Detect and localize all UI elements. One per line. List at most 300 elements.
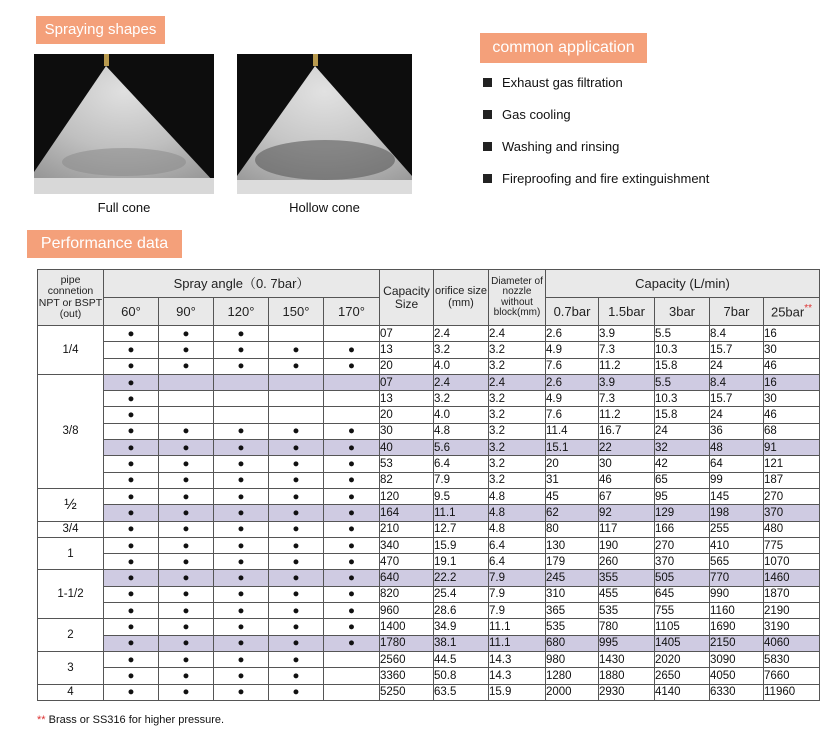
capacity-cell: 990 bbox=[710, 586, 764, 602]
capacity-cell: 36 bbox=[710, 423, 764, 439]
capacity-cell: 645 bbox=[655, 586, 710, 602]
orifice-cell: 63.5 bbox=[434, 684, 489, 700]
diameter-cell: 2.4 bbox=[489, 374, 546, 390]
capacity-cell: 680 bbox=[546, 635, 599, 651]
capacity-cell: 7660 bbox=[764, 668, 820, 684]
capacity-size-cell: 13 bbox=[380, 342, 434, 358]
pressure-note-mark: ** bbox=[804, 303, 813, 315]
angle-availability-cell: ● bbox=[159, 326, 214, 342]
table-row bbox=[38, 407, 820, 423]
capacity-cell: 2150 bbox=[710, 635, 764, 651]
capacity-cell: 2930 bbox=[599, 684, 655, 700]
angle-availability-cell: ● bbox=[269, 456, 324, 472]
angle-availability-cell: ● bbox=[104, 342, 159, 358]
capacity-size-header: Capacity Size bbox=[380, 270, 434, 326]
table-row bbox=[38, 391, 820, 407]
angle-availability-cell: ● bbox=[269, 440, 324, 456]
orifice-cell: 38.1 bbox=[434, 635, 489, 651]
application-item bbox=[483, 106, 709, 138]
capacity-cell: 455 bbox=[599, 586, 655, 602]
common-application-tag: common application bbox=[480, 33, 647, 63]
capacity-cell: 190 bbox=[599, 537, 655, 553]
angle-availability-cell: ● bbox=[104, 407, 159, 423]
angle-availability-cell: ● bbox=[269, 570, 324, 586]
table-row bbox=[38, 472, 820, 488]
capacity-cell: 11.2 bbox=[599, 407, 655, 423]
diameter-cell: 4.8 bbox=[489, 505, 546, 521]
diameter-cell: 2.4 bbox=[489, 326, 546, 342]
orifice-cell: 15.9 bbox=[434, 537, 489, 553]
capacity-cell: 7.3 bbox=[599, 391, 655, 407]
angle-availability-cell: ● bbox=[324, 521, 380, 537]
capacity-cell: 2020 bbox=[655, 651, 710, 667]
angle-availability-cell: ● bbox=[214, 635, 269, 651]
angle-availability-cell: ● bbox=[159, 342, 214, 358]
table-row bbox=[38, 619, 820, 635]
orifice-cell: 3.2 bbox=[434, 391, 489, 407]
angle-header: 170° bbox=[324, 298, 380, 326]
capacity-cell: 2.6 bbox=[546, 326, 599, 342]
capacity-cell: 48 bbox=[710, 440, 764, 456]
pressure-header: 3bar bbox=[655, 298, 710, 326]
pipe-size-cell: 1-1/2 bbox=[38, 570, 104, 619]
angle-availability-cell: ● bbox=[324, 488, 380, 504]
angle-availability-cell: ● bbox=[159, 423, 214, 439]
performance-table-body bbox=[38, 326, 820, 701]
angle-availability-cell: ● bbox=[324, 472, 380, 488]
capacity-cell: 129 bbox=[655, 505, 710, 521]
angle-availability-cell: ● bbox=[159, 358, 214, 374]
capacity-cell: 65 bbox=[655, 472, 710, 488]
angle-availability-cell: ● bbox=[214, 537, 269, 553]
capacity-cell: 565 bbox=[710, 554, 764, 570]
angle-availability-cell: ● bbox=[214, 423, 269, 439]
capacity-size-cell: 164 bbox=[380, 505, 434, 521]
orifice-cell: 4.8 bbox=[434, 423, 489, 439]
angle-availability-cell: ● bbox=[159, 521, 214, 537]
capacity-cell: 1280 bbox=[546, 668, 599, 684]
capacity-cell: 16 bbox=[764, 374, 820, 390]
angle-availability-cell: ● bbox=[104, 651, 159, 667]
angle-availability-cell: ● bbox=[159, 603, 214, 619]
angle-availability-cell: ● bbox=[269, 668, 324, 684]
angle-availability-cell: ● bbox=[104, 505, 159, 521]
pressure-header: 1.5bar bbox=[599, 298, 655, 326]
diameter-cell: 3.2 bbox=[489, 423, 546, 439]
capacity-cell: 68 bbox=[764, 423, 820, 439]
capacity-cell: 80 bbox=[546, 521, 599, 537]
capacity-cell: 166 bbox=[655, 521, 710, 537]
capacity-cell: 1460 bbox=[764, 570, 820, 586]
angle-availability-cell: ● bbox=[269, 586, 324, 602]
table-row bbox=[38, 684, 820, 700]
capacity-cell: 3.9 bbox=[599, 326, 655, 342]
angle-availability-cell bbox=[159, 407, 214, 423]
angle-availability-cell: ● bbox=[214, 440, 269, 456]
table-row bbox=[38, 570, 820, 586]
full-cone-caption: Full cone bbox=[97, 200, 151, 215]
application-label: Washing and rinsing bbox=[502, 139, 620, 154]
capacity-cell: 5.5 bbox=[655, 326, 710, 342]
table-row bbox=[38, 651, 820, 667]
capacity-cell: 45 bbox=[546, 488, 599, 504]
pipe-size-cell: 2 bbox=[38, 619, 104, 652]
angle-availability-cell: ● bbox=[214, 342, 269, 358]
angle-availability-cell: ● bbox=[159, 619, 214, 635]
pipe-connection-header: pipe connetion NPT or BSPT (out) bbox=[38, 270, 104, 326]
angle-availability-cell: ● bbox=[104, 391, 159, 407]
capacity-cell: 198 bbox=[710, 505, 764, 521]
angle-availability-cell: ● bbox=[269, 521, 324, 537]
capacity-size-cell: 1780 bbox=[380, 635, 434, 651]
diameter-cell: 6.4 bbox=[489, 537, 546, 553]
table-row bbox=[38, 440, 820, 456]
angle-availability-cell: ● bbox=[159, 635, 214, 651]
angle-availability-cell: ● bbox=[104, 488, 159, 504]
table-row bbox=[38, 603, 820, 619]
capacity-cell: 980 bbox=[546, 651, 599, 667]
orifice-cell: 3.2 bbox=[434, 342, 489, 358]
angle-availability-cell: ● bbox=[214, 505, 269, 521]
capacity-cell: 770 bbox=[710, 570, 764, 586]
angle-availability-cell bbox=[214, 374, 269, 390]
angle-availability-cell: ● bbox=[159, 586, 214, 602]
orifice-cell: 44.5 bbox=[434, 651, 489, 667]
capacity-cell: 22 bbox=[599, 440, 655, 456]
capacity-size-cell: 2560 bbox=[380, 651, 434, 667]
capacity-cell: 92 bbox=[599, 505, 655, 521]
capacity-cell: 1160 bbox=[710, 603, 764, 619]
diameter-cell: 7.9 bbox=[489, 603, 546, 619]
angle-availability-cell: ● bbox=[159, 570, 214, 586]
orifice-cell: 6.4 bbox=[434, 456, 489, 472]
angle-availability-cell: ● bbox=[104, 374, 159, 390]
capacity-cell: 6330 bbox=[710, 684, 764, 700]
orifice-cell: 7.9 bbox=[434, 472, 489, 488]
capacity-cell: 535 bbox=[599, 603, 655, 619]
capacity-cell: 24 bbox=[710, 358, 764, 374]
angle-availability-cell: ● bbox=[324, 342, 380, 358]
capacity-size-cell: 13 bbox=[380, 391, 434, 407]
table-row bbox=[38, 521, 820, 537]
angle-availability-cell: ● bbox=[269, 488, 324, 504]
full-cone-photo bbox=[34, 54, 214, 194]
angle-availability-cell: ● bbox=[214, 684, 269, 700]
capacity-size-cell: 120 bbox=[380, 488, 434, 504]
angle-availability-cell: ● bbox=[269, 684, 324, 700]
capacity-cell: 30 bbox=[599, 456, 655, 472]
capacity-cell: 4.9 bbox=[546, 342, 599, 358]
angle-availability-cell: ● bbox=[324, 358, 380, 374]
angle-availability-cell: ● bbox=[104, 668, 159, 684]
angle-header: 60° bbox=[104, 298, 159, 326]
capacity-cell: 1070 bbox=[764, 554, 820, 570]
pipe-size-cell: 4 bbox=[38, 684, 104, 700]
capacity-cell: 310 bbox=[546, 586, 599, 602]
angle-availability-cell: ● bbox=[159, 684, 214, 700]
capacity-cell: 15.7 bbox=[710, 342, 764, 358]
capacity-cell: 370 bbox=[655, 554, 710, 570]
diameter-cell: 6.4 bbox=[489, 554, 546, 570]
capacity-size-cell: 40 bbox=[380, 440, 434, 456]
capacity-size-cell: 53 bbox=[380, 456, 434, 472]
capacity-cell: 11.2 bbox=[599, 358, 655, 374]
application-item bbox=[483, 74, 709, 106]
spraying-shapes-tag: Spraying shapes bbox=[36, 16, 165, 44]
angle-availability-cell: ● bbox=[159, 537, 214, 553]
diameter-cell: 3.2 bbox=[489, 358, 546, 374]
angle-availability-cell: ● bbox=[269, 358, 324, 374]
angle-availability-cell: ● bbox=[159, 505, 214, 521]
capacity-cell: 4060 bbox=[764, 635, 820, 651]
angle-availability-cell: ● bbox=[214, 358, 269, 374]
orifice-cell: 5.6 bbox=[434, 440, 489, 456]
angle-availability-cell: ● bbox=[269, 505, 324, 521]
table-row bbox=[38, 537, 820, 553]
table-row bbox=[38, 456, 820, 472]
angle-availability-cell bbox=[214, 391, 269, 407]
angle-availability-cell: ● bbox=[159, 456, 214, 472]
orifice-cell: 28.6 bbox=[434, 603, 489, 619]
angle-availability-cell bbox=[324, 651, 380, 667]
application-label: Fireproofing and fire extinguishment bbox=[502, 171, 710, 186]
orifice-size-header: orifice size (mm) bbox=[434, 270, 489, 326]
angle-availability-cell bbox=[269, 407, 324, 423]
diameter-cell: 4.8 bbox=[489, 488, 546, 504]
capacity-cell: 95 bbox=[655, 488, 710, 504]
angle-availability-cell: ● bbox=[104, 684, 159, 700]
angle-availability-cell: ● bbox=[269, 472, 324, 488]
orifice-cell: 11.1 bbox=[434, 505, 489, 521]
diameter-cell: 3.2 bbox=[489, 407, 546, 423]
angle-availability-cell: ● bbox=[324, 619, 380, 635]
diameter-cell: 14.3 bbox=[489, 668, 546, 684]
diameter-cell: 4.8 bbox=[489, 521, 546, 537]
angle-availability-cell bbox=[324, 407, 380, 423]
angle-availability-cell: ● bbox=[214, 554, 269, 570]
capacity-cell: 64 bbox=[710, 456, 764, 472]
angle-availability-cell: ● bbox=[269, 603, 324, 619]
nozzle-diameter-header: Diameter of nozzle without block(mm) bbox=[489, 270, 546, 326]
angle-availability-cell: ● bbox=[104, 537, 159, 553]
table-row bbox=[38, 668, 820, 684]
capacity-size-cell: 20 bbox=[380, 358, 434, 374]
capacity-cell: 270 bbox=[764, 488, 820, 504]
angle-availability-cell bbox=[324, 391, 380, 407]
angle-availability-cell bbox=[324, 326, 380, 342]
angle-header: 150° bbox=[269, 298, 324, 326]
capacity-cell: 535 bbox=[546, 619, 599, 635]
angle-availability-cell: ● bbox=[104, 440, 159, 456]
capacity-cell: 7.6 bbox=[546, 358, 599, 374]
angle-availability-cell: ● bbox=[159, 554, 214, 570]
table-row bbox=[38, 488, 820, 504]
capacity-cell: 4.9 bbox=[546, 391, 599, 407]
table-row bbox=[38, 342, 820, 358]
footnote bbox=[37, 714, 224, 726]
table-row bbox=[38, 374, 820, 390]
angle-availability-cell: ● bbox=[104, 554, 159, 570]
capacity-cell: 5.5 bbox=[655, 374, 710, 390]
capacity-size-cell: 820 bbox=[380, 586, 434, 602]
angle-availability-cell: ● bbox=[104, 423, 159, 439]
capacity-cell: 15.8 bbox=[655, 407, 710, 423]
capacity-cell: 1405 bbox=[655, 635, 710, 651]
capacity-cell: 370 bbox=[764, 505, 820, 521]
capacity-cell: 16.7 bbox=[599, 423, 655, 439]
capacity-cell: 2000 bbox=[546, 684, 599, 700]
capacity-cell: 67 bbox=[599, 488, 655, 504]
orifice-cell: 9.5 bbox=[434, 488, 489, 504]
pipe-size-cell: 3/8 bbox=[38, 374, 104, 488]
capacity-cell: 260 bbox=[599, 554, 655, 570]
capacity-size-cell: 3360 bbox=[380, 668, 434, 684]
orifice-cell: 4.0 bbox=[434, 407, 489, 423]
orifice-cell: 34.9 bbox=[434, 619, 489, 635]
capacity-cell: 2190 bbox=[764, 603, 820, 619]
angle-availability-cell: ● bbox=[269, 651, 324, 667]
capacity-cell: 62 bbox=[546, 505, 599, 521]
angle-availability-cell: ● bbox=[214, 586, 269, 602]
capacity-cell: 16 bbox=[764, 326, 820, 342]
square-bullet-icon bbox=[483, 110, 492, 119]
angle-header: 90° bbox=[159, 298, 214, 326]
capacity-size-cell: 210 bbox=[380, 521, 434, 537]
capacity-cell: 1880 bbox=[599, 668, 655, 684]
table-row bbox=[38, 554, 820, 570]
angle-availability-cell: ● bbox=[214, 326, 269, 342]
angle-availability-cell: ● bbox=[104, 635, 159, 651]
orifice-cell: 4.0 bbox=[434, 358, 489, 374]
diameter-cell: 14.3 bbox=[489, 651, 546, 667]
capacity-cell: 121 bbox=[764, 456, 820, 472]
orifice-cell: 19.1 bbox=[434, 554, 489, 570]
capacity-cell: 187 bbox=[764, 472, 820, 488]
angle-availability-cell: ● bbox=[269, 537, 324, 553]
pressure-header: 0.7bar bbox=[546, 298, 599, 326]
angle-availability-cell: ● bbox=[324, 586, 380, 602]
capacity-cell: 145 bbox=[710, 488, 764, 504]
capacity-cell: 24 bbox=[710, 407, 764, 423]
angle-availability-cell: ● bbox=[324, 554, 380, 570]
angle-availability-cell: ● bbox=[104, 619, 159, 635]
capacity-size-cell: 470 bbox=[380, 554, 434, 570]
capacity-header: Capacity (L/min) bbox=[546, 270, 820, 298]
pressure-label: 25bar bbox=[770, 304, 805, 320]
capacity-cell: 1105 bbox=[655, 619, 710, 635]
capacity-cell: 5830 bbox=[764, 651, 820, 667]
angle-availability-cell bbox=[269, 326, 324, 342]
application-label: Exhaust gas filtration bbox=[502, 75, 623, 90]
angle-availability-cell: ● bbox=[104, 456, 159, 472]
footnote-text: Brass or SS316 for higher pressure. bbox=[48, 714, 225, 726]
capacity-cell: 245 bbox=[546, 570, 599, 586]
capacity-cell: 255 bbox=[710, 521, 764, 537]
hollow-cone-photo bbox=[237, 54, 412, 194]
diameter-cell: 3.2 bbox=[489, 472, 546, 488]
diameter-cell: 3.2 bbox=[489, 456, 546, 472]
diameter-cell: 3.2 bbox=[489, 342, 546, 358]
angle-availability-cell: ● bbox=[159, 472, 214, 488]
angle-availability-cell bbox=[159, 391, 214, 407]
capacity-cell: 30 bbox=[764, 342, 820, 358]
application-list bbox=[483, 74, 709, 202]
angle-availability-cell: ● bbox=[214, 472, 269, 488]
angle-availability-cell: ● bbox=[324, 635, 380, 651]
square-bullet-icon bbox=[483, 78, 492, 87]
angle-availability-cell: ● bbox=[214, 521, 269, 537]
spray-angle-header: Spray angle（0. 7bar） bbox=[104, 270, 380, 298]
angle-availability-cell bbox=[324, 668, 380, 684]
capacity-size-cell: 82 bbox=[380, 472, 434, 488]
angle-availability-cell: ● bbox=[104, 358, 159, 374]
capacity-cell: 11.4 bbox=[546, 423, 599, 439]
angle-availability-cell: ● bbox=[214, 456, 269, 472]
capacity-cell: 15.1 bbox=[546, 440, 599, 456]
table-row bbox=[38, 635, 820, 651]
orifice-cell: 22.2 bbox=[434, 570, 489, 586]
application-item bbox=[483, 138, 709, 170]
angle-availability-cell: ● bbox=[269, 635, 324, 651]
pipe-size-cell: 1/4 bbox=[38, 326, 104, 375]
capacity-size-cell: 340 bbox=[380, 537, 434, 553]
capacity-cell: 780 bbox=[599, 619, 655, 635]
capacity-cell: 480 bbox=[764, 521, 820, 537]
capacity-cell: 7.6 bbox=[546, 407, 599, 423]
table-row bbox=[38, 326, 820, 342]
capacity-cell: 8.4 bbox=[710, 326, 764, 342]
capacity-cell: 32 bbox=[655, 440, 710, 456]
angle-availability-cell: ● bbox=[214, 668, 269, 684]
angle-availability-cell bbox=[159, 374, 214, 390]
orifice-cell: 2.4 bbox=[434, 326, 489, 342]
application-item bbox=[483, 170, 709, 202]
hollow-cone-caption: Hollow cone bbox=[289, 200, 360, 215]
capacity-cell: 1870 bbox=[764, 586, 820, 602]
diameter-cell: 11.1 bbox=[489, 635, 546, 651]
capacity-cell: 3.9 bbox=[599, 374, 655, 390]
capacity-cell: 130 bbox=[546, 537, 599, 553]
capacity-cell: 3190 bbox=[764, 619, 820, 635]
capacity-cell: 42 bbox=[655, 456, 710, 472]
capacity-size-cell: 07 bbox=[380, 326, 434, 342]
angle-availability-cell: ● bbox=[269, 554, 324, 570]
capacity-cell: 46 bbox=[764, 407, 820, 423]
table-row bbox=[38, 423, 820, 439]
orifice-cell: 25.4 bbox=[434, 586, 489, 602]
capacity-cell: 117 bbox=[599, 521, 655, 537]
capacity-cell: 3090 bbox=[710, 651, 764, 667]
orifice-cell: 12.7 bbox=[434, 521, 489, 537]
angle-availability-cell: ● bbox=[159, 488, 214, 504]
footnote-mark: ** bbox=[37, 714, 46, 726]
angle-availability-cell bbox=[324, 684, 380, 700]
angle-availability-cell bbox=[324, 374, 380, 390]
square-bullet-icon bbox=[483, 142, 492, 151]
capacity-cell: 11960 bbox=[764, 684, 820, 700]
capacity-cell: 755 bbox=[655, 603, 710, 619]
capacity-cell: 2.6 bbox=[546, 374, 599, 390]
angle-availability-cell: ● bbox=[324, 537, 380, 553]
table-row bbox=[38, 505, 820, 521]
table-row bbox=[38, 586, 820, 602]
angle-availability-cell: ● bbox=[214, 619, 269, 635]
angle-availability-cell: ● bbox=[214, 651, 269, 667]
angle-availability-cell: ● bbox=[104, 472, 159, 488]
angle-header: 120° bbox=[214, 298, 269, 326]
performance-table bbox=[37, 269, 820, 701]
angle-availability-cell: ● bbox=[104, 326, 159, 342]
